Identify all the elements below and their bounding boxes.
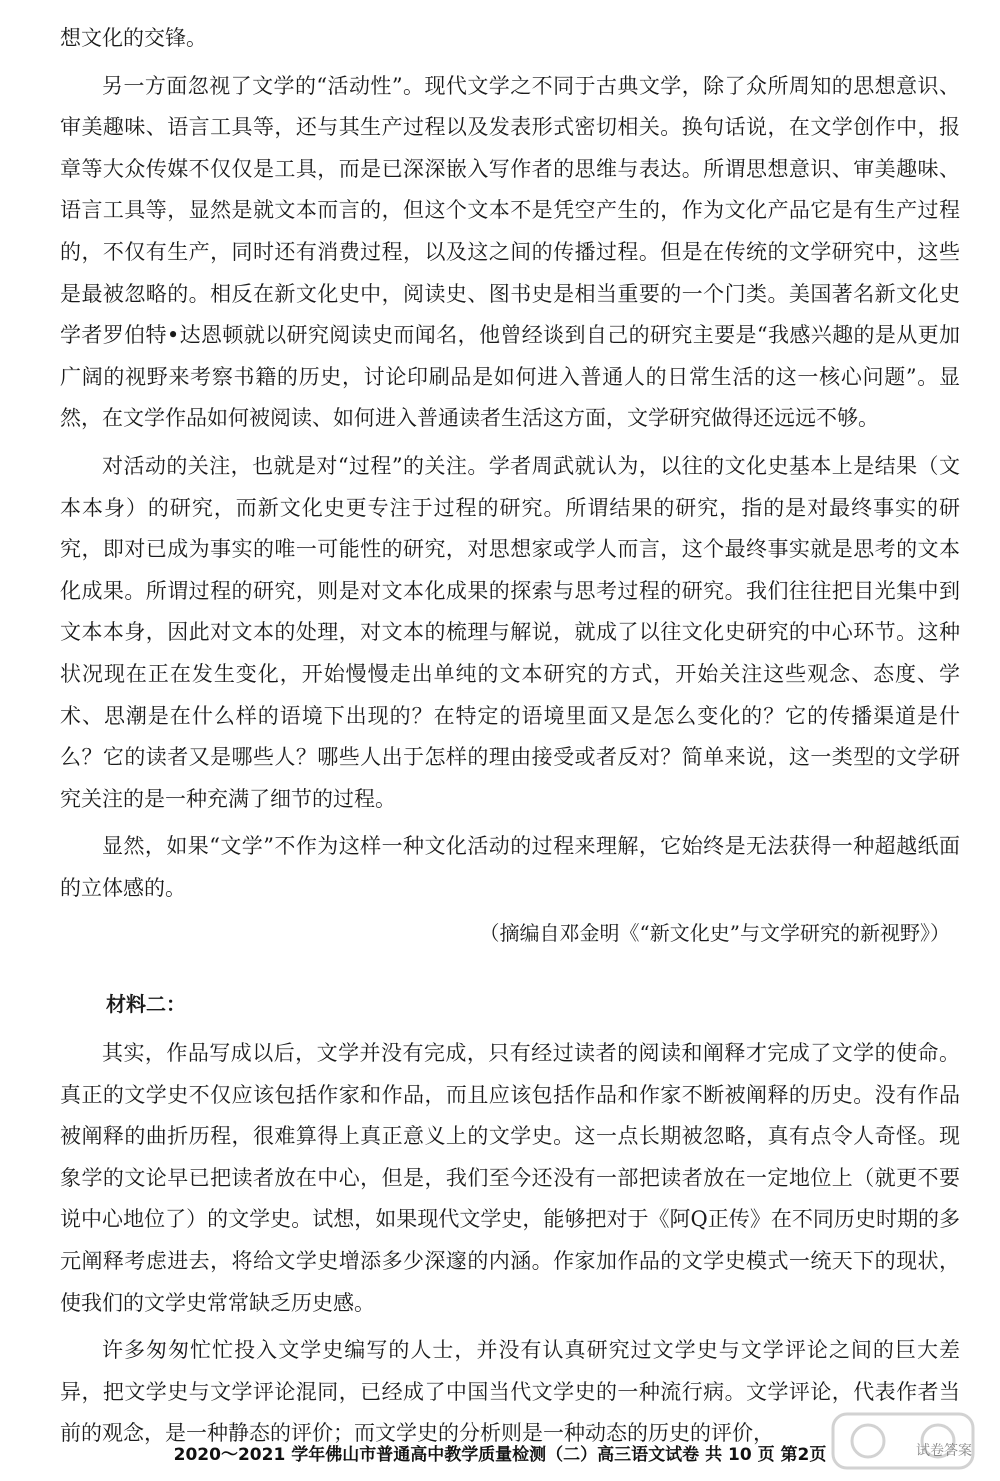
paragraph-process: 对活动的关注，也就是对“过程”的关注。学者周武就认为，以往的文化史基本上是结果（文本本身）的研究，而新文化史更专注于过程的研究。所谓结果的研究，指的是对最终事实的研究，即对已成为事实的唯一可能性的研究，对思想家或学人而言，这个最终事实就是思考的文本化成果。所谓过程的研究，则是对文本化成果的探索与思考过程的研究。我们往往把目光集中到文本本身，因此对文本的处理，对文本的梳理与解说，就成了以往文化史研究的中心环节。这种状况现在正在发生变化，开始慢慢走出单纯的文本研究的方式，开始关注这些观念、态度、学术、思潮是在什么样的语境下出现的？在特定的语境里面又是怎么变化的？它的传播渠道是什么？它的读者又是哪些人？哪些人出于怎样的理由接受或者反对？简单来说，这一类型的文学研究关注的是一种充满了细节的过程。 [60, 453, 960, 811]
page-footer: 2020～2021 学年佛山市普通高中教学质量检测（二）高三语文试卷 共 10 页 第2页 [173, 1445, 827, 1465]
paragraph-activity: 另一方面忽视了文学的“活动性”。现代文学之不同于古典文学，除了众所周知的思想意识、审美趣味、语言工具等，还与其生产过程以及发表形式密切相关。换句话说，在文学创作中，报章等大众传媒不仅仅是工具，而是已深深嵌入写作者的思维与表达。所谓思想意识、审美趣味、语言工具等，显然是就文本而言的，但这个文本不是凭空产生的，作为文化产品它是有生产过程的，不仅有生产，同时还有消费过程，以及这之间的传播过程。但是在传统的文学研究中，这些是最被忽略的。相反在新文化史中，阅读史、图书史是相当重要的一个门类。美国著名新文化史学者罗伯特•达恩顿就以研究阅读史而闻名，他曾经谈到自己的研究主要是“我感兴趣的是从更加广阔的视野来考察书籍的历史，讨论印刷品是如何进入普通人的日常生活的这一核心问题”。显然，在文学作品如何被阅读、如何进入普通读者生活这方面，文学研究做得还远远不够。 [60, 73, 960, 431]
paragraph-conclusion: 显然，如果“文学”不作为这样一种文化活动的过程来理解，它始终是无法获得一种超越纸面的立体感的。 [60, 834, 960, 900]
section-heading: 材料二： [106, 992, 186, 1017]
paragraph-reader-history: 其实，作品写成以后，文学并没有完成，只有经过读者的阅读和阐释才完成了文学的使命。真正的文学史不仅应该包括作家和作品，而且应该包括作品和作家不断被阐释的历史。没有作品被阐释的曲折历程，很难算得上真正意义上的文学史。这一点长期被忽略，真有点令人奇怪。现象学的文论早已把读者放在中心，但是，我们至今还没有一部把读者放在一定地位上（就更不要说中心地位了）的文学史。试想，如果现代文学史，能够把对于《阿Q正传》在不同历史时期的多元阐释考虑进去，将给文学史增添多少深邃的内涵。作家加作品的文学史模式一统天下的现状，使我们的文学史常常缺乏历史感。 [60, 1041, 960, 1315]
watermark-text: 试卷答案 [916, 1443, 972, 1459]
source-citation: （摘编自邓金明《“新文化史”与文学研究的新视野》） [479, 921, 950, 946]
paragraph-literary-history: 许多匆匆忙忙投入文学史编写的人士，并没有认真研究过文学史与文学评论之间的巨大差异，把文学史与文学评论混同，已经成了中国当代文学史的一种流行病。文学评论，代表作者当前的观念，是一种静态的评价；而文学史的分析则是一种动态的历史的评价， [60, 1338, 960, 1446]
paragraph-continuation: 想文化的交锋。 [60, 26, 207, 50]
